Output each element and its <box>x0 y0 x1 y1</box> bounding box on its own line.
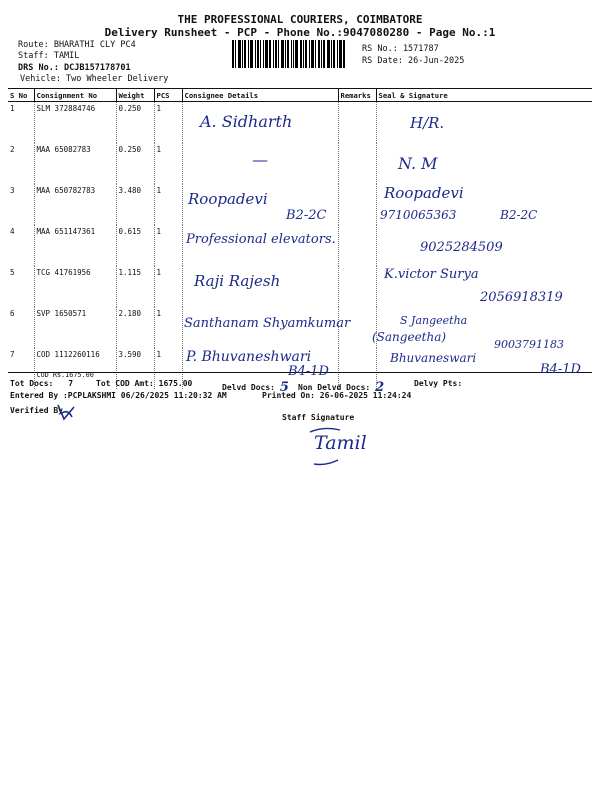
company-title: THE PROFESSIONAL COURIERS, COIMBATORE <box>177 13 423 26</box>
pcs-cell: 1 <box>154 348 182 389</box>
sno-cell: 4 <box>8 225 34 266</box>
vehicle-label: Vehicle: Two Wheeler Delivery <box>20 74 169 84</box>
entered-by: Entered By :PCPLAKSHMI 06/26/2025 11:20:32 AM <box>10 391 227 400</box>
total-cod-label: Tot COD Amt: <box>96 379 154 388</box>
cod-amount-note: COD Rs.1675.00 <box>36 371 94 379</box>
non-delivered-docs-hand: 2 <box>375 380 385 395</box>
handwritten-seal-1: H/R. <box>410 114 445 132</box>
col-consignment-header: Consignment No <box>34 89 116 102</box>
consignment-cell: SVP 1650571 <box>34 307 116 348</box>
sno-cell: 5 <box>8 266 34 307</box>
consignment-number: COD 1112260116 <box>36 350 100 359</box>
remarks-cell <box>338 143 376 184</box>
staff-signature: Tamil <box>314 432 367 454</box>
delivered-docs-label: Delvd Docs: <box>222 383 275 392</box>
pcs-cell: 1 <box>154 143 182 184</box>
weight-cell: 2.180 <box>116 307 154 348</box>
handwritten-seal-3: Roopadevi <box>384 184 464 202</box>
consignment-cell: MAA 650782783 <box>34 184 116 225</box>
non-delivered-docs-label: Non Delvd Docs: <box>298 383 371 392</box>
sno-cell: 3 <box>8 184 34 225</box>
route-label: Route: BHARATHI CLY PC4 <box>18 40 136 50</box>
delivered-docs-hand: 5 <box>279 380 289 395</box>
total-cod-value: 1675.00 <box>158 379 193 388</box>
col-weight-header: Weight <box>116 89 154 102</box>
staff-label: Staff: TAMIL <box>18 51 80 61</box>
staff-signature-flourish <box>306 424 346 468</box>
sno-cell: 2 <box>8 143 34 184</box>
printed-on: Printed On: 26-06-2025 11:24:24 <box>262 391 412 400</box>
col-sno-header: S No <box>8 89 34 102</box>
handwritten-seal-5-phone: 2056918319 <box>480 290 563 305</box>
handwritten-seal-6-phone: 9003791183 <box>494 338 564 351</box>
total-docs-label: Tot Docs: <box>10 379 54 388</box>
weight-cell: 3.590 <box>116 348 154 389</box>
pcs-cell: 1 <box>154 307 182 348</box>
handwritten-consignee-3: Roopadevi <box>188 190 268 208</box>
handwritten-consignee-3b: B2-2C <box>286 208 327 223</box>
weight-cell: 1.115 <box>116 266 154 307</box>
handwritten-consignee-2: — <box>252 150 268 169</box>
verified-by: Verified By <box>10 406 63 415</box>
consignment-cell: MAA 65082783 <box>34 143 116 184</box>
pcs-cell: 1 <box>154 266 182 307</box>
delivery-points: Delvy Pts: <box>414 379 463 388</box>
col-remarks-header: Remarks <box>338 89 376 102</box>
handwritten-consignee-1: A. Sidharth <box>200 112 293 131</box>
handwritten-seal-5: K.victor Surya <box>384 267 479 282</box>
col-seal-header: Seal & Signature <box>376 89 592 102</box>
total-docs-value: 7 <box>68 379 74 388</box>
consignment-cell: SLM 372884746 <box>34 102 116 144</box>
total-docs <box>10 379 73 388</box>
table-row <box>8 143 592 184</box>
handwritten-seal-6b: (Sangeetha) <box>372 330 447 344</box>
pcs-cell: 1 <box>154 225 182 266</box>
remarks-cell <box>338 102 376 144</box>
rs-number: RS No.: 1571787 <box>362 44 439 54</box>
runsheet-title: Delivery Runsheet - PCP - Phone No.:9047080280 - Page No.:1 <box>104 26 496 39</box>
handwritten-consignee-7: P. Bhuvaneshwari <box>186 349 312 365</box>
handwritten-seal-7: Bhuvaneswari <box>390 351 477 365</box>
handwritten-consignee-5: Raji Rajesh <box>194 272 281 290</box>
handwritten-seal-7b: B4-1D <box>540 362 581 377</box>
col-pcs-header: PCS <box>154 89 182 102</box>
seal-cell <box>376 102 592 144</box>
remarks-cell <box>338 266 376 307</box>
weight-cell: 0.615 <box>116 225 154 266</box>
handwritten-seal-3-phone: 9710065363 <box>380 208 457 222</box>
table-header-row <box>8 89 592 102</box>
handwritten-seal-2: N. M <box>398 154 438 173</box>
handwritten-consignee-4: Professional elevators. <box>186 232 336 247</box>
sno-cell: 1 <box>8 102 34 144</box>
barcode <box>232 40 354 68</box>
consignment-cell: MAA 651147361 <box>34 225 116 266</box>
handwritten-seal-4: 9025284509 <box>420 240 503 255</box>
sno-cell: 7 <box>8 348 34 389</box>
total-cod <box>96 379 192 388</box>
sno-cell: 6 <box>8 307 34 348</box>
handwritten-seal-3-flat: B2-2C <box>500 208 538 222</box>
handwritten-seal-6: S Jangeetha <box>400 314 468 327</box>
weight-cell: 3.480 <box>116 184 154 225</box>
weight-cell: 0.250 <box>116 143 154 184</box>
col-consignee-header: Consignee Details <box>182 89 338 102</box>
handwritten-consignee-6: Santhanam Shyamkumar <box>184 316 351 331</box>
table-row <box>8 102 592 144</box>
handwritten-consignee-7b: B4-1D <box>288 364 329 379</box>
consignment-cell: TCG 41761956 <box>34 266 116 307</box>
pcs-cell: 1 <box>154 184 182 225</box>
rs-date: RS Date: 26-Jun-2025 <box>362 56 465 66</box>
pcs-cell: 1 <box>154 102 182 144</box>
weight-cell: 0.250 <box>116 102 154 144</box>
staff-signature-label: Staff Signature <box>282 413 355 422</box>
remarks-cell <box>338 225 376 266</box>
verifier-signature-mark <box>54 401 78 423</box>
remarks-cell <box>338 184 376 225</box>
drs-label: DRS No.: DCJB157178701 <box>18 63 131 73</box>
